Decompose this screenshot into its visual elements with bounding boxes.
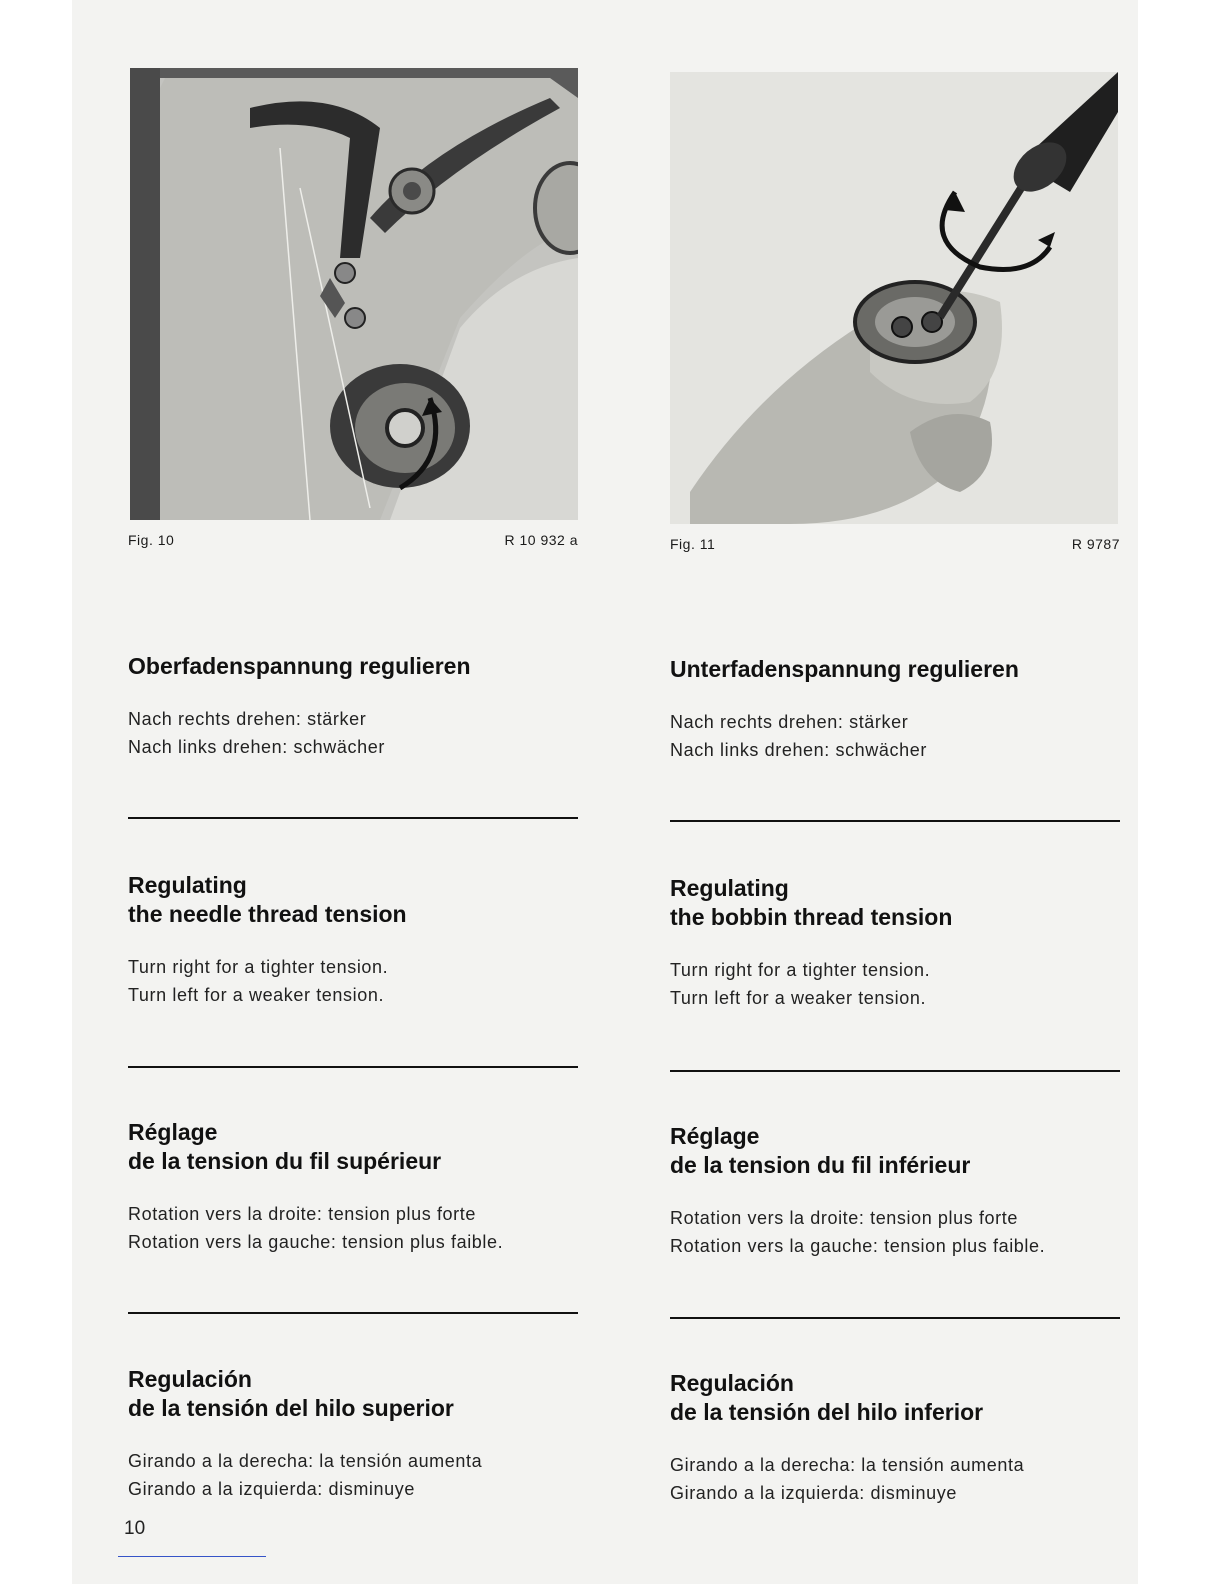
section-body [670, 708, 1120, 764]
section-heading: Regulating the needle thread tension [128, 872, 407, 927]
section-heading: Unterfadenspannung regulieren [670, 656, 1019, 682]
section-spanish [670, 1369, 1120, 1507]
instruction-line: Rotation vers la droite: tension plus forte [128, 1204, 476, 1224]
instruction-line: Rotation vers la droite: tension plus forte [670, 1208, 1018, 1228]
section-body [670, 1204, 1120, 1260]
section-english [670, 874, 1120, 1012]
instruction-line: Nach links drehen: schwächer [670, 740, 927, 760]
page-number: 10 [124, 1518, 146, 1539]
section-heading: Regulating the bobbin thread tension [670, 875, 953, 930]
section-spanish [128, 1365, 578, 1503]
section-heading: Regulación de la tensión del hilo inferior [670, 1370, 984, 1425]
instruction-line: Girando a la derecha: la tensión aumenta [128, 1451, 483, 1471]
bobbin-case-screwdriver-photo [670, 72, 1118, 524]
instruction-line: Turn left for a weaker tension. [670, 988, 927, 1008]
section-body [670, 956, 1120, 1012]
footer-rule [118, 1556, 266, 1557]
section-body [128, 1200, 578, 1256]
section-divider [670, 1070, 1120, 1072]
instruction-line: Girando a la izquierda: disminuye [670, 1483, 957, 1503]
figure-11-photo [670, 72, 1118, 524]
section-french [128, 1118, 578, 1256]
section-divider [128, 817, 578, 819]
instruction-line: Turn left for a weaker tension. [128, 985, 385, 1005]
section-french [670, 1122, 1120, 1260]
instruction-line: Girando a la derecha: la tensión aumenta [670, 1455, 1025, 1475]
section-body [128, 1447, 578, 1503]
figure-reference: R 10 932 a [504, 532, 578, 548]
figure-reference: R 9787 [1071, 536, 1120, 552]
section-english [128, 871, 578, 1009]
section-divider [128, 1312, 578, 1314]
section-heading: Réglage de la tension du fil supérieur [128, 1119, 442, 1174]
section-german [670, 655, 1120, 764]
instruction-line: Nach rechts drehen: stärker [128, 709, 367, 729]
instruction-line: Rotation vers la gauche: tension plus faible. [670, 1236, 1046, 1256]
section-heading: Réglage de la tension du fil inférieur [670, 1123, 971, 1178]
section-divider [670, 1317, 1120, 1319]
section-german [128, 652, 578, 761]
sewing-machine-tension-dial-photo [130, 68, 578, 520]
section-body [128, 705, 578, 761]
figure-label: Fig. 10 [128, 532, 175, 548]
figure-label: Fig. 11 [670, 536, 716, 552]
section-body [670, 1451, 1120, 1507]
section-divider [128, 1066, 578, 1068]
instruction-line: Girando a la izquierda: disminuye [128, 1479, 415, 1499]
section-heading: Regulación de la tensión del hilo superior [128, 1366, 454, 1421]
section-heading: Oberfadenspannung regulieren [128, 653, 471, 679]
instruction-line: Nach links drehen: schwächer [128, 737, 385, 757]
instruction-line: Nach rechts drehen: stärker [670, 712, 909, 732]
instruction-line: Rotation vers la gauche: tension plus faible. [128, 1232, 504, 1252]
figure-10-photo [130, 68, 578, 520]
section-divider [670, 820, 1120, 822]
section-body [128, 953, 578, 1009]
instruction-line: Turn right for a tighter tension. [128, 957, 389, 977]
instruction-line: Turn right for a tighter tension. [670, 960, 931, 980]
